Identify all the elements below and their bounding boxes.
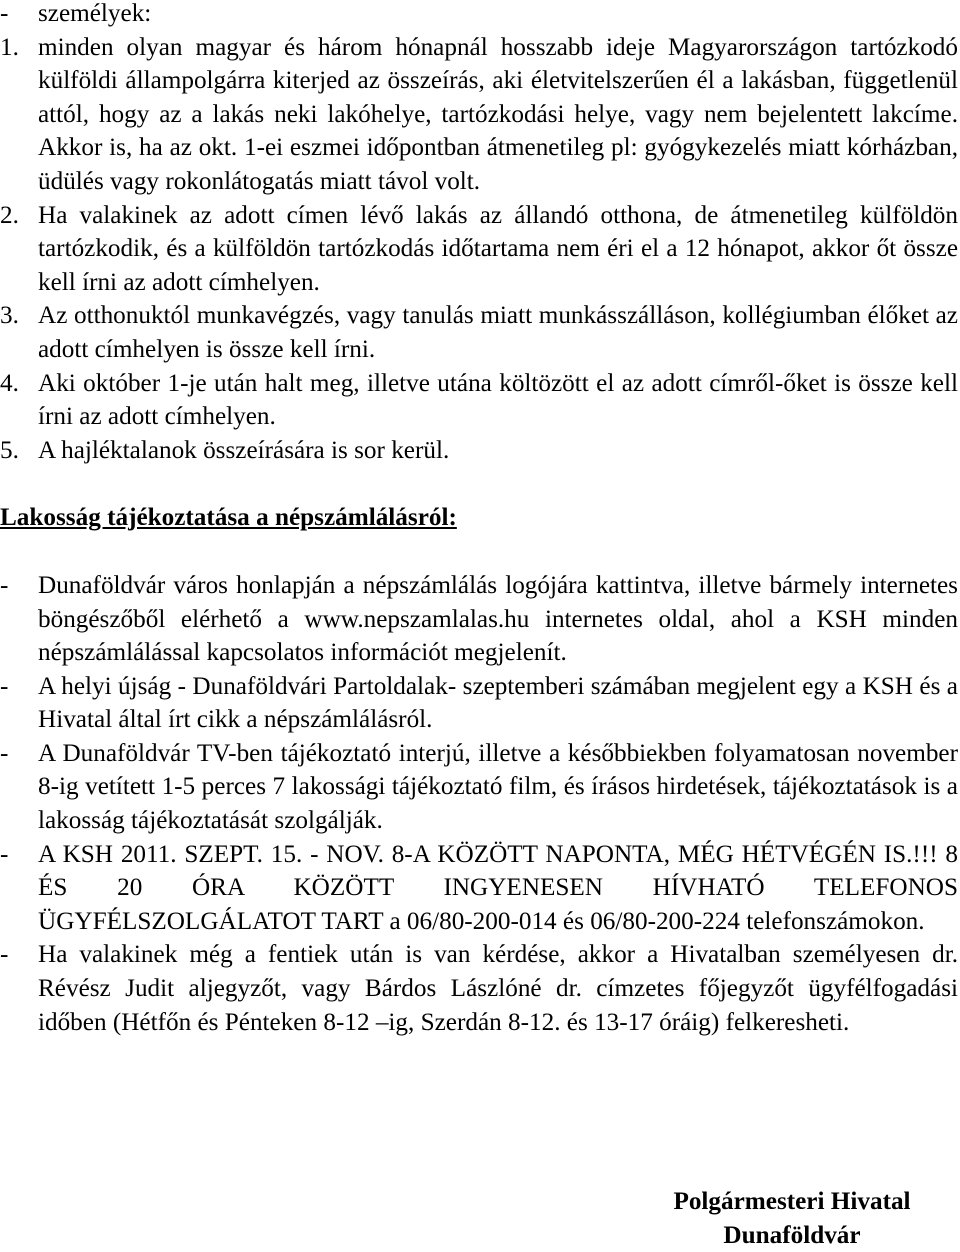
dash-marker: - xyxy=(0,672,9,700)
item-text: Az otthonuktól munkavégzés, vagy tanulás miatt munkásszálláson, kollégiumban élőket az adott címhelyen is össze kell írni. xyxy=(38,302,958,363)
dash-marker: - xyxy=(0,941,9,969)
item-text: A hajléktalanok összeírására is sor kerül. xyxy=(38,436,450,464)
dash-marker: - xyxy=(0,0,9,27)
info-item-text: A helyi újság - Dunaföldvári Partoldalak- szeptemberi számában megjelent egy a KSH és a Hivatal által írt cikk a népszámlálásról. xyxy=(38,672,958,734)
section-heading: Lakosság tájékoztatása a népszámlálásról: xyxy=(0,504,457,532)
item-number: 5. xyxy=(0,436,19,464)
dash-marker: - xyxy=(0,840,9,868)
item-number: 2. xyxy=(0,201,19,229)
item-number: 3. xyxy=(0,302,19,330)
info-list xyxy=(0,569,958,1039)
item-text: Aki október 1-je után halt meg, illetve utána költözött el az adott címről-őket is össze kell írni az adott címhelyen. xyxy=(38,369,958,431)
item-number: 4. xyxy=(0,369,19,397)
info-item-text: A Dunaföldvár TV-ben tájékoztató interjú, illetve a későbbiekben folyamatosan november 8-ig vetített 1-5 perces 7 lakossági tájékoztató film, és írásos hirdetések, tájékoztatások is a lakosság tájékoztatását szolgálják. xyxy=(38,739,958,835)
info-item-website xyxy=(0,569,958,670)
signature-block xyxy=(653,1185,931,1252)
persons-section-label: személyek: xyxy=(38,0,152,27)
info-item-office xyxy=(0,938,958,1039)
item-text: minden olyan magyar és három hónapnál hosszabb ideje Magyarországon tartózkodó külföldi állampolgárra kiterjed az összeírás, aki életvitelszerűen él a lakásban, függetlenül attól, hogy az a lakás neki lakóhelye, tartózkodási helye, vagy nem bejelentett lakcíme. Akkor is, ha az okt. 1-ei eszmei időpontban átmenetileg pl: gyógykezelés miatt kórházban, üdülés vagy rokonlátogatás miatt távol volt. xyxy=(38,33,958,195)
info-item-text: A KSH 2011. SZEPT. 15. - NOV. 8-A KÖZÖTT NAPONTA, MÉG HÉTVÉGÉN IS.!!! 8 ÉS 20 ÓRA KÖZÖTT INGYENESEN HÍVHATÓ TELEFONOS ÜGYFÉLSZOLGÁLATOT TART a 06/80-200-014 és 06/80-200-224 telefonszámokon. xyxy=(38,840,958,935)
persons-item-1 xyxy=(0,31,958,199)
info-item-text: Dunaföldvár város honlapján a népszámlálás logójára kattintva, illetve bármely internetes böngészőből elérhető a www.nepszamlalas.hu internetes oldal, ahol a KSH minden népszámlálással kapcsolatos információt megjelenít. xyxy=(38,571,958,667)
persons-item-5 xyxy=(0,434,958,468)
info-item-text: Ha valakinek még a fentiek után is van kérdése, akkor a Hivatalban személyesen dr. Révész Judit aljegyzőt, vagy Bárdos Lászlóné dr. címzetes főjegyzőt ügyfélfogadási időben (Hétfőn és Pénteken 8-12 –ig, Szerdán 8-12. és 13-17 óráig) felkeresheti. xyxy=(38,941,958,1036)
persons-item-3 xyxy=(0,299,958,366)
item-text: Ha valakinek az adott címen lévő lakás az állandó otthona, de átmenetileg külföldön tartózkodik, és a külföldön tartózkodás időtartama nem éri el a 12 hónapot, akkor őt össze kell írni az adott címhelyen. xyxy=(38,201,958,296)
item-number: 1. xyxy=(0,33,19,61)
info-item-tv xyxy=(0,737,958,838)
persons-section-header xyxy=(0,0,958,31)
persons-item-2 xyxy=(0,199,958,300)
info-item-hotline xyxy=(0,838,958,939)
signature-office: Polgármesteri Hivatal xyxy=(673,1188,911,1215)
info-item-newspaper xyxy=(0,670,958,737)
persons-item-4 xyxy=(0,367,958,434)
dash-marker: - xyxy=(0,571,9,599)
dash-marker: - xyxy=(0,739,9,767)
signature-town: Dunaföldvár xyxy=(723,1221,861,1249)
